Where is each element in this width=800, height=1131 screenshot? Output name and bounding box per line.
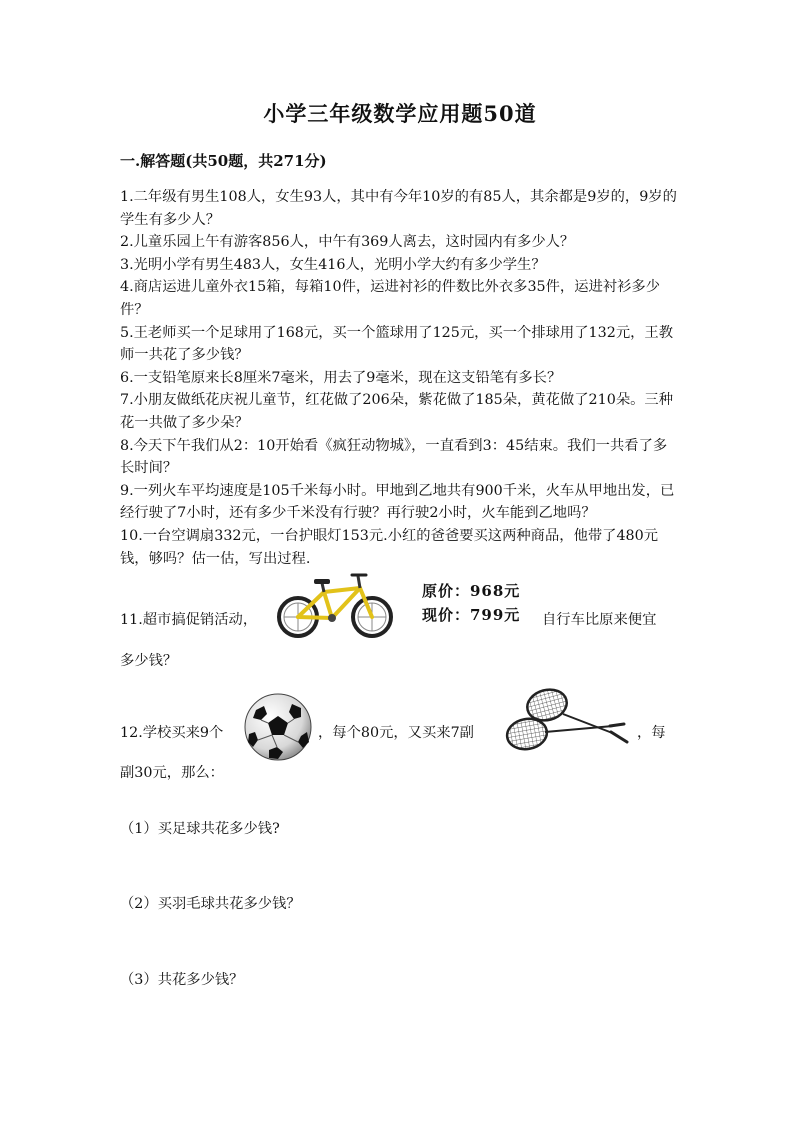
sub-question-2: （2）买羽毛球共花多少钱？ <box>120 896 301 912</box>
question-6: 6.一支铅笔原来长8厘米7毫米，用去了9毫米，现在这支铅笔有多长？ <box>120 369 562 386</box>
soccer-ball-image <box>243 692 313 762</box>
badminton-racket-image <box>503 686 633 756</box>
section-heading: 一.解答题(共50题，共271分) <box>120 152 327 170</box>
question-5: 5.王老师买一个足球用了168元，买一个篮球用了125元，买一个排球用了132元，王教师一共花了多少钱？ <box>120 324 674 364</box>
question-12-suffix: ，每 <box>637 725 666 741</box>
question-10: 10.一台空调扇332元，一台护眼灯153元.小红的爸爸要买这两种商品，他带了480元钱，够吗？估一估，写出过程. <box>120 527 659 567</box>
question-11-prefix: 11.超市搞促销活动， <box>120 612 258 628</box>
question-11-line2: 多少钱？ <box>120 653 178 669</box>
question-list <box>120 186 680 570</box>
question-11-suffix: 自行车比原来便宜 <box>542 612 657 628</box>
question-12-line2: 副30元，那么： <box>120 765 224 781</box>
sub-question-3: （3）共花多少钱？ <box>120 972 244 988</box>
sub-question-1: （1）买足球共花多少钱? <box>120 821 280 837</box>
question-12-prefix: 12.学校买来9个 <box>120 725 224 741</box>
question-1: 1.二年级有男生108人，女生93人，其中有今年10岁的有85人，其余都是9岁的，9岁的学生有多少人？ <box>120 189 677 228</box>
question-3: 3.光明小学有男生483人，女生416人，光明小学大约有多少学生？ <box>120 256 546 273</box>
question-8: 8.今天下午我们从2：10开始看《疯狂动物城》，一直看到3：45结束。我们一共看了多长时间？ <box>120 437 668 477</box>
original-price: 原价：968元 <box>422 582 521 600</box>
question-7: 7.小朋友做纸花庆祝儿童节，红花做了206朵，紫花做了185朵，黄花做了210朵。三种花一共做了多少朵？ <box>120 392 674 431</box>
page-title: 小学三年级数学应用题50道 <box>263 101 537 126</box>
question-12-middle: ，每个80元，又买来7副 <box>318 725 474 741</box>
question-4: 4.商店运进儿童外衣15箱，每箱10件，运进衬衫的件数比外衣多35件，运进衬衫多少件？ <box>120 279 661 318</box>
current-price: 现价：799元 <box>422 606 521 624</box>
question-9: 9.一列火车平均速度是105千米每小时。甲地到乙地共有900千米，火车从甲地出发，已经行驶了7小时，还有多少千米没有行驶？再行驶2小时，火车能到乙地吗？ <box>120 482 675 522</box>
question-2: 2.儿童乐园上午有游客856人，中午有369人离去，这时园内有多少人？ <box>120 234 575 251</box>
bicycle-image <box>274 566 396 642</box>
